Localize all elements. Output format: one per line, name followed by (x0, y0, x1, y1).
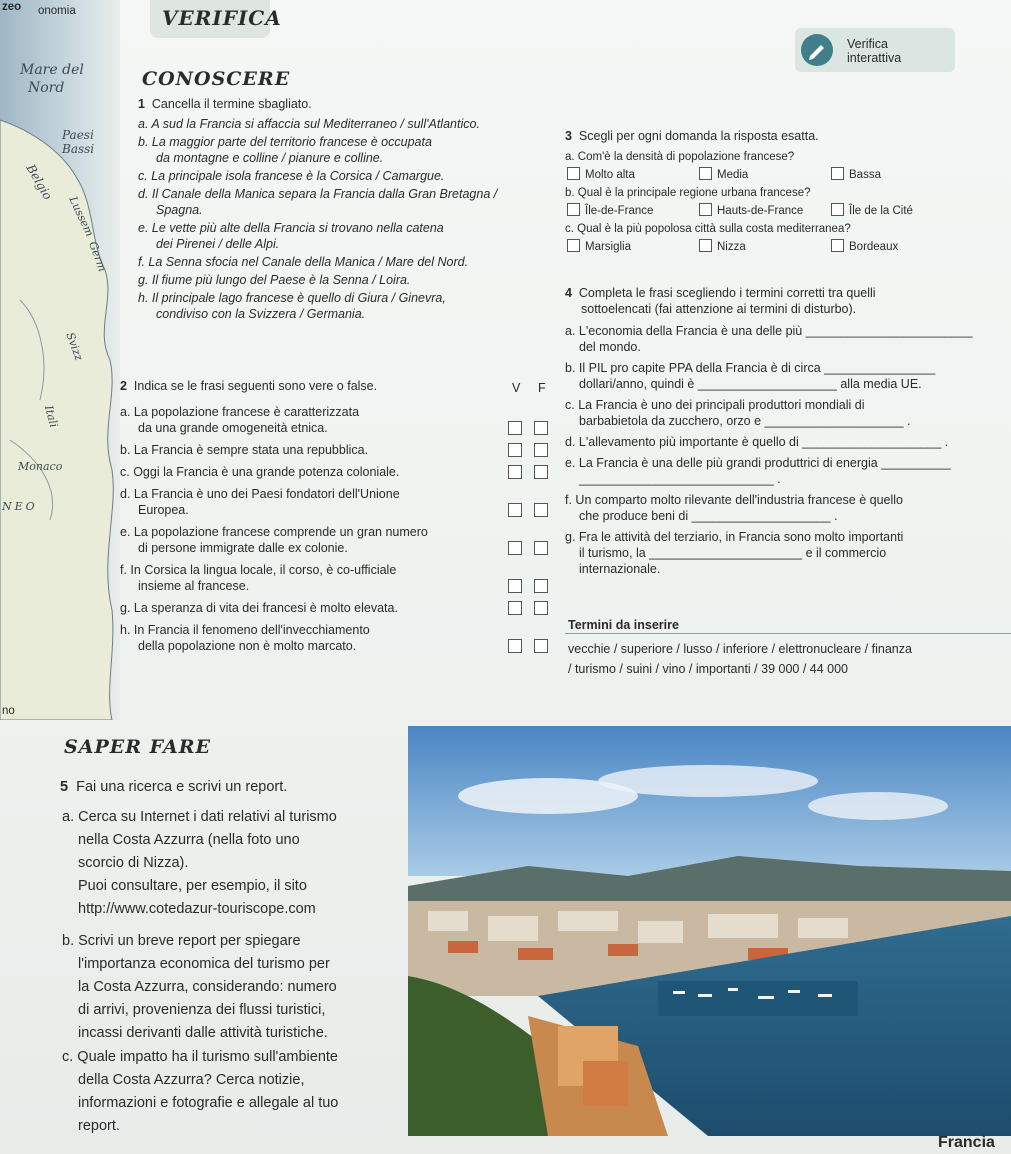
exercise-3 (565, 128, 1005, 258)
terms-line-1: vecchie / superiore / lusso / inferiore / elettronucleare / finanza (568, 642, 912, 656)
f-header: F (538, 381, 546, 395)
corner-text-2: onomia (38, 5, 76, 17)
checkbox[interactable] (567, 239, 580, 252)
map-label-lussem: Lussem (66, 194, 97, 239)
ex3-question: a. Com'è la densità di popolazione francese? (565, 151, 795, 163)
section-title-saper-fare: SAPER FARE (64, 736, 212, 758)
ex5-c-line: report. (78, 1118, 120, 1134)
ex1-item-line: dei Pirenei / delle Alpi. (156, 237, 280, 251)
ex4-item (565, 529, 1007, 577)
ex4-item-line: ____________________________ . (579, 472, 781, 486)
ex3-option[interactable] (567, 167, 699, 182)
checkbox[interactable] (831, 203, 844, 216)
ex3-options (565, 203, 1005, 218)
ex1-item-line: d. Il Canale della Manica separa la Francia dalla Gran Bretagna / (138, 187, 498, 201)
ex2-item-line: f. In Corsica la lingua locale, il corso, è co-ufficiale (120, 563, 397, 577)
ex5-a (62, 806, 402, 921)
exercise-2 (120, 378, 560, 660)
ex4-item-line: g. Fra le attività del terziario, in Francia sono molto importanti (565, 530, 904, 544)
ex5-instruction: Fai una ricerca e scrivi un report. (76, 779, 288, 795)
ex1-number: 1 (138, 97, 145, 111)
ex5-a-line: nella Costa Azzurra (nella foto uno (78, 832, 300, 848)
ex2-item-line: b. La Francia è sempre stata una repubblica. (120, 443, 369, 457)
ex2-instruction: Indica se le frasi seguenti sono vere o false. (133, 379, 378, 393)
side-text: no (2, 705, 15, 717)
ex1-item (138, 186, 548, 218)
ex2-item (120, 464, 560, 480)
checkbox[interactable] (567, 203, 580, 216)
terms-divider (565, 633, 1011, 634)
true-checkbox[interactable] (508, 421, 522, 435)
ex4-item (565, 323, 1007, 355)
ex5-b (62, 930, 402, 1045)
false-checkbox[interactable] (534, 639, 548, 653)
ex3-option[interactable] (831, 239, 963, 254)
ex3-option-label: Marsiglia (585, 241, 632, 253)
ex2-item-line: c. Oggi la Francia è una grande potenza coloniale. (120, 465, 400, 479)
ex1-item (138, 254, 548, 270)
ex2-item-line: g. La speranza di vita dei francesi è molto elevata. (120, 601, 398, 615)
map-label-svizz: Svizz (63, 330, 86, 363)
ex2-item (120, 404, 560, 436)
map-label-mare: Mare del (20, 62, 84, 78)
map-strip (0, 0, 120, 720)
map-illustration (0, 0, 120, 720)
ex3-question: b. Qual è la principale regione urbana francese? (565, 187, 811, 199)
ex3-option[interactable] (699, 239, 831, 254)
checkbox[interactable] (699, 203, 712, 216)
ex4-item-line: del mondo. (579, 340, 641, 354)
terms-line-2: / turismo / suini / vino / importanti / 39 000 / 44 000 (568, 662, 849, 676)
ex2-item (120, 442, 560, 458)
ex4-item-line: il turismo, la ______________________ e il commercio (579, 546, 887, 560)
true-checkbox[interactable] (508, 639, 522, 653)
v-header: V (512, 381, 521, 395)
false-checkbox[interactable] (534, 443, 548, 457)
ex1-item-line: f. La Senna sfocia nel Canale della Manica / Mare del Nord. (138, 255, 469, 269)
map-label-paesi: Paesi (62, 128, 94, 142)
ex3-option-label: Bassa (849, 169, 881, 181)
ex3-option-label: Nizza (717, 241, 746, 253)
ex5-a-line: Puoi consultare, per esempio, il sito (78, 878, 307, 894)
ex3-option-label: Bordeaux (849, 241, 899, 253)
ex4-item-line: barbabietola da zucchero, orzo e ____________________ . (579, 414, 911, 428)
ex5-c (62, 1046, 402, 1138)
ex3-option-label: Media (717, 169, 749, 181)
ex4-number: 4 (565, 286, 572, 300)
false-checkbox[interactable] (534, 541, 548, 555)
ex1-item-line: a. A sud la Francia si affaccia sul Mediterraneo / sull'Atlantico. (138, 117, 480, 131)
footer-page-label: Francia (938, 1134, 995, 1151)
ex2-item-line: e. La popolazione francese comprende un gran numero (120, 525, 428, 539)
true-checkbox[interactable] (508, 503, 522, 517)
checkbox[interactable] (831, 167, 844, 180)
ex5-a-line: a. Cerca su Internet i dati relativi al turismo (62, 809, 337, 825)
ex3-option-label: Île-de-France (585, 205, 654, 217)
false-checkbox[interactable] (534, 503, 548, 517)
terms-title: Termini da inserire (568, 618, 679, 632)
false-checkbox[interactable] (534, 601, 548, 615)
checkbox[interactable] (567, 167, 580, 180)
ex1-item (138, 220, 548, 252)
false-checkbox[interactable] (534, 421, 548, 435)
exercise-1 (138, 96, 548, 322)
false-checkbox[interactable] (534, 465, 548, 479)
ex3-options (565, 239, 1005, 254)
ex4-item-line: b. Il PIL pro capite PPA della Francia è di circa ________________ (565, 361, 936, 375)
ex4-item (565, 397, 1007, 429)
ex4-instruction-2: sottoelencati (fai attenzione ai termini di disturbo). (581, 302, 857, 316)
ex5-a-line: scorcio di Nizza). (78, 855, 189, 871)
ex4-item-line: f. Un comparto molto rilevante dell'industria francese è quello (565, 493, 903, 507)
ex1-item (138, 272, 548, 288)
exercise-4 (565, 285, 1007, 582)
badge-line-2: interattiva (847, 51, 902, 65)
ex3-option[interactable] (567, 239, 699, 254)
true-checkbox[interactable] (508, 541, 522, 555)
page-title: VERIFICA (162, 6, 282, 30)
ex2-number: 2 (120, 379, 127, 393)
ex3-options (565, 167, 1005, 182)
map-label-neo: NEO (2, 500, 38, 513)
ex4-item-line: d. L'allevamento più importante è quello di ____________________ . (565, 435, 949, 449)
ex5-c-line: c. Quale impatto ha il turismo sull'ambiente (62, 1049, 338, 1065)
ex3-instruction: Scegli per ogni domanda la risposta esatta. (578, 129, 819, 143)
ex1-item (138, 134, 548, 166)
ex4-item (565, 360, 1007, 392)
ex2-item-line: d. La Francia è uno dei Paesi fondatori dell'Unione (120, 487, 400, 501)
ex2-item-line: di persone immigrate dalle ex colonie. (138, 541, 348, 555)
ex5-number: 5 (60, 779, 69, 795)
ex3-option[interactable] (831, 203, 963, 218)
ex4-item-line: e. La Francia è una delle più grandi produttrici di energia __________ (565, 456, 951, 470)
ex5-b-line: incassi derivanti dalle attività turistiche. (78, 1025, 328, 1041)
checkbox[interactable] (699, 167, 712, 180)
ex4-item-line: internazionale. (579, 562, 661, 576)
checkbox[interactable] (831, 239, 844, 252)
map-label-monaco: Monaco (18, 460, 63, 473)
ex3-option[interactable] (699, 167, 831, 182)
ex3-option-label: Île de la Cité (849, 205, 913, 217)
ex4-item-line: che produce beni di ____________________ . (579, 509, 838, 523)
ex1-item-line: h. Il principale lago francese è quello di Giura / Ginevra, (138, 291, 446, 305)
pencil-icon (801, 34, 833, 66)
ex1-item-line: b. La maggior parte del territorio francese è occupata (138, 135, 432, 149)
ex1-item-line: da montagne e colline / pianure e colline. (156, 151, 384, 165)
ex3-option-label: Molto alta (585, 169, 635, 181)
ex4-item-line: a. L'economia della Francia è una delle più ________________________ (565, 324, 973, 338)
map-label-belgio: Belgio (23, 161, 55, 203)
ex5-b-line: la Costa Azzurra, considerando: numero (78, 979, 337, 995)
ex3-number: 3 (565, 129, 572, 143)
ex4-item (565, 455, 1007, 487)
corner-text-1: zeo (2, 1, 22, 13)
ex3-option[interactable] (699, 203, 831, 218)
ex4-item (565, 492, 1007, 524)
map-label-germ: Germ (86, 239, 109, 274)
map-label-nord: Nord (28, 80, 65, 96)
ex3-option[interactable] (567, 203, 699, 218)
badge-line-1: Verifica (847, 37, 888, 51)
ex1-item-line: condiviso con la Svizzera / Germania. (156, 307, 366, 321)
ex4-item (565, 434, 1007, 450)
ex2-item (120, 622, 560, 654)
ex4-item-line: dollari/anno, quindi è ____________________ alla media UE. (579, 377, 922, 391)
ex1-item (138, 290, 548, 322)
ex1-item-line: Spagna. (156, 203, 203, 217)
ex1-item-line: g. Il fiume più lungo del Paese è la Senna / Loira. (138, 273, 411, 287)
ex1-item-line: e. Le vette più alte della Francia si trovano nella catena (138, 221, 444, 235)
true-checkbox[interactable] (508, 465, 522, 479)
true-checkbox[interactable] (508, 443, 522, 457)
ex1-item (138, 116, 548, 132)
ex4-instruction-1: Completa le frasi scegliendo i termini corretti tra quelli (578, 286, 876, 300)
ex2-item (120, 562, 560, 594)
ex5-b-line: di arrivi, provenienza dei flussi turistici, (78, 1002, 326, 1018)
map-label-bassi: Bassi (62, 142, 95, 156)
ex5-c-line: informazioni e fotografie e allegale al tuo (78, 1095, 339, 1111)
ex1-item (138, 168, 548, 184)
ex2-item (120, 524, 560, 556)
nice-harbour-photo (408, 726, 1011, 1136)
section-title-conoscere: CONOSCERE (142, 68, 291, 90)
interactive-badge[interactable] (795, 28, 955, 72)
ex1-instruction: Cancella il termine sbagliato. (151, 97, 312, 111)
ex5-b-line: b. Scrivi un breve report per spiegare (62, 933, 301, 949)
ex2-item (120, 486, 560, 518)
ex2-item (120, 600, 560, 616)
ex4-item-line: c. La Francia è uno dei principali produttori mondiali di (565, 398, 865, 412)
ex2-item-line: h. In Francia il fenomeno dell'invecchiamento (120, 623, 370, 637)
ex5-c-line: della Costa Azzurra? Cerca notizie, (78, 1072, 305, 1088)
ex2-item-line: Europea. (138, 503, 189, 517)
ex1-item-line: c. La principale isola francese è la Corsica / Camargue. (138, 169, 445, 183)
true-checkbox[interactable] (508, 579, 522, 593)
ex3-option[interactable] (831, 167, 963, 182)
ex2-item-line: a. La popolazione francese è caratterizzata (120, 405, 360, 419)
ex3-question: c. Qual è la più popolosa città sulla costa mediterranea? (565, 223, 851, 235)
ex5-b-line: l'importanza economica del turismo per (78, 956, 330, 972)
map-label-italia: Itali (42, 404, 61, 429)
true-checkbox[interactable] (508, 601, 522, 615)
ex2-item-line: della popolazione non è molto marcato. (138, 639, 357, 653)
ex3-option-label: Hauts-de-France (717, 205, 804, 217)
checkbox[interactable] (699, 239, 712, 252)
ex5-heading (60, 776, 400, 799)
ex2-item-line: da una grande omogeneità etnica. (138, 421, 328, 435)
false-checkbox[interactable] (534, 579, 548, 593)
ex5-a-line: http://www.cotedazur-touriscope.com (78, 901, 316, 917)
ex2-item-line: insieme al francese. (138, 579, 250, 593)
